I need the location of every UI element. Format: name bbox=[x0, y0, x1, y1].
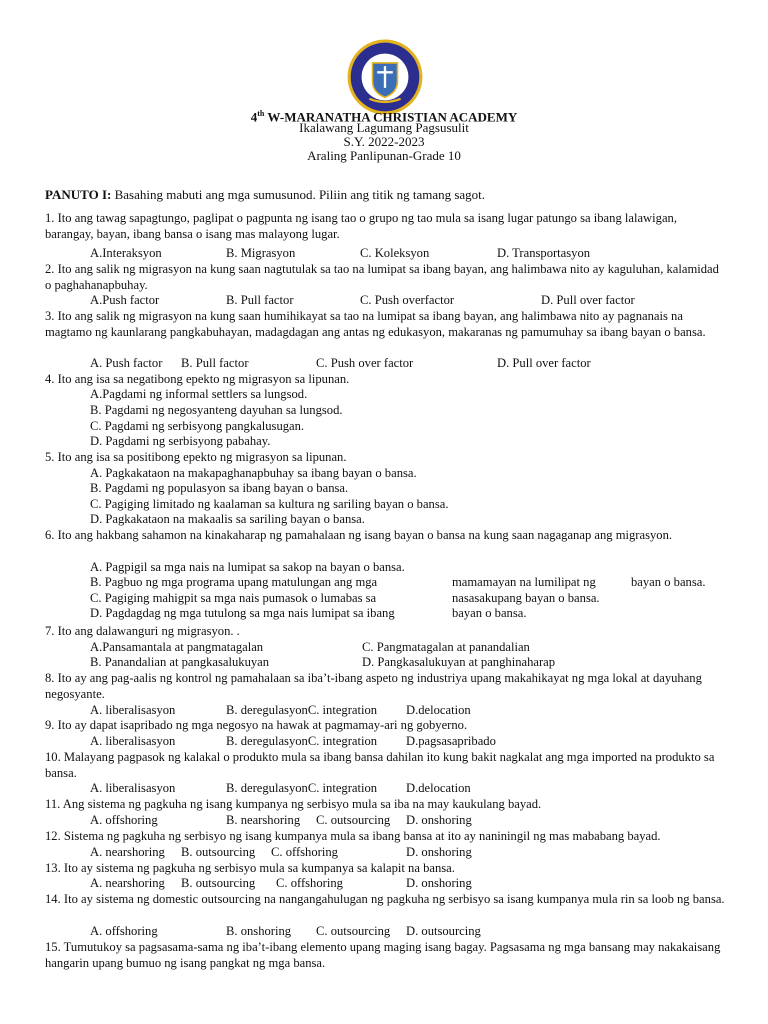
choice: B. deregulasyonC. integration bbox=[226, 781, 378, 795]
choice: C. outsourcing bbox=[316, 813, 391, 827]
school-name: 4th W-MARANATHA CHRISTIAN ACADEMY bbox=[250, 109, 518, 125]
exam-title: Ikalawang Lagumang Pagsusulit bbox=[299, 120, 469, 135]
choice: A. Pagpigil sa mga nais na lumipat sa sakop na bayan o bansa. bbox=[90, 560, 405, 574]
choice: A. offshoring bbox=[90, 813, 158, 827]
choice: A.Interaksyon bbox=[90, 246, 162, 260]
instructions: PANUTO I: Basahing mabuti ang mga sumusunod. Piliin ang titik ng tamang sagot. bbox=[45, 187, 486, 202]
subject-grade: Araling Panlipunan-Grade 10 bbox=[307, 148, 461, 163]
choice: A. nearshoring bbox=[90, 845, 165, 859]
choice: B. nearshoring bbox=[226, 813, 301, 827]
choice: B. Pull factor bbox=[226, 293, 294, 307]
question-2: 2. Ito ang salik ng migrasyon na kung saan nagtutulak sa tao na lumipat sa ibang bayan, ang halimbawa nito ay kaguluhan, kalamidad o paghahanapbuhay. bbox=[45, 262, 719, 292]
choice: B. outsourcing bbox=[181, 876, 256, 890]
choice: A.Pansamantala at pangmatagalan bbox=[90, 640, 264, 654]
choice: D. Pangkasalukuyan at panghinaharap bbox=[362, 655, 556, 669]
choice: A.Push factor bbox=[90, 293, 160, 307]
question-15: 15. Tumutukoy sa pagsasama-sama ng iba’t-ibang elemento upang maging isang bagay. Pagsasama ng mga bansang may nakakaisang hangarin upang bumuo ng isang pangkat ng mga bansa. bbox=[45, 940, 721, 970]
choice: C. offshoring bbox=[276, 876, 343, 890]
choice-continuation: bayan o bansa. bbox=[452, 606, 527, 620]
choice: C. Pagiging mahigpit sa mga nais pumasok o lumabas sa bbox=[90, 591, 377, 605]
choice: B. Pagdami ng negosyanteng dayuhan sa lungsod. bbox=[90, 403, 343, 417]
choice: D. Pull over factor bbox=[541, 293, 635, 307]
choice: A.Pagdami ng informal settlers sa lungsod. bbox=[90, 387, 308, 401]
choice: D. outsourcing bbox=[406, 924, 481, 938]
choice: D. onshoring bbox=[406, 876, 472, 890]
question-3: 3. Ito ang salik ng migrasyon na kung saan humihikayat sa tao na lumipat sa ibang bayan, ang halimbawa nito ay pagnanais na magtamo ng kaunlarang pangkabuhayan, madagdagan ang antas ng edukasyon, makaranas ng pamumuhay sa ibang bayan o bansa. bbox=[45, 309, 706, 339]
choice: A. liberalisasyon bbox=[90, 734, 176, 748]
choice: A. liberalisasyon bbox=[90, 703, 176, 717]
choice: C. outsourcing bbox=[316, 924, 391, 938]
school-year: S.Y. 2022-2023 bbox=[343, 134, 425, 149]
choice: A. Pagkakataon na makapaghanapbuhay sa ibang bayan o bansa. bbox=[90, 466, 417, 480]
choice: A. liberalisasyon bbox=[90, 781, 176, 795]
question-5: 5. Ito ang isa sa positibong epekto ng migrasyon sa lipunan. bbox=[45, 450, 347, 464]
school-seal-logo bbox=[346, 38, 424, 116]
question-7: 7. Ito ang dalawanguri ng migrasyon. . bbox=[45, 624, 240, 638]
choice: C. Push over factor bbox=[316, 356, 414, 370]
choice: D. Pagdagdag ng mga tutulong sa mga nais lumipat sa ibang bbox=[90, 606, 395, 620]
choice-continuation: bayan o bansa. bbox=[631, 575, 706, 589]
question-13: 13. Ito ay sistema ng pagkuha ng serbisyo mula sa kumpanya sa kalapit na bansa. bbox=[45, 861, 455, 875]
question-12: 12. Sistema ng pagkuha ng serbisyo ng isang kumpanya mula sa ibang bansa at ito ay naniningil ng mas mababang bayad. bbox=[45, 829, 661, 843]
choice: D. Pull over factor bbox=[497, 356, 591, 370]
choice: B. Migrasyon bbox=[226, 246, 296, 260]
choice: D. Pagdami ng serbisyong pabahay. bbox=[90, 434, 271, 448]
choice: B. outsourcing bbox=[181, 845, 256, 859]
choice-continuation: nasasakupang bayan o bansa. bbox=[452, 591, 600, 605]
choice: C. Pagiging limitado ng kaalaman sa kultura ng sariling bayan o bansa. bbox=[90, 497, 449, 511]
choice: A. nearshoring bbox=[90, 876, 165, 890]
question-14: 14. Ito ay sistema ng domestic outsourcing na nangangahulugan ng pagkuha ng serbisyo sa isang kumpanya mula rin sa loob ng bansa. bbox=[45, 892, 725, 906]
question-10: 10. Malayang pagpasok ng kalakal o produkto mula sa ibang bansa dahilan ito kung bakit nagkalat ang mga imported na produkto sa bansa. bbox=[45, 750, 715, 780]
question-8: 8. Ito ay ang pag-aalis ng kontrol ng pamahalaan sa iba’t-ibang aspeto ng industriya upang makahikayat ng mga lokal at dayuhang negosyante. bbox=[45, 671, 702, 701]
choice: C. Push overfactor bbox=[360, 293, 455, 307]
choice: D. onshoring bbox=[406, 813, 472, 827]
choice: B. Pull factor bbox=[181, 356, 249, 370]
choice: C. offshoring bbox=[271, 845, 338, 859]
question-6: 6. Ito ang hakbang sahamon na kinakaharap ng pamahalaan ng isang bayan o bansa na kung saan nagaganap ang migrasyon. bbox=[45, 528, 673, 542]
choice: C. Pangmatagalan at panandalian bbox=[362, 640, 530, 654]
question-11: 11. Ang sistema ng pagkuha ng isang kumpanya ng serbisyo mula sa iba na may kaukulang bayad. bbox=[45, 797, 542, 811]
choice-continuation: mamamayan na lumilipat ng bbox=[452, 575, 596, 589]
choice: B. deregulasyonC. integration bbox=[226, 703, 378, 717]
choice: D. Transportasyon bbox=[497, 246, 591, 260]
choice: D. Pagkakataon na makaalis sa sariling bayan o bansa. bbox=[90, 512, 365, 526]
choice: A. offshoring bbox=[90, 924, 158, 938]
choice: D. onshoring bbox=[406, 845, 472, 859]
choice: D.delocation bbox=[406, 703, 471, 717]
choice: D.delocation bbox=[406, 781, 471, 795]
choice: C. Pagdami ng serbisyong pangkalusugan. bbox=[90, 419, 305, 433]
question-1: 1. Ito ang tawag sapagtungo, paglipat o pagpunta ng isang tao o grupo ng tao mula sa isang lugar patungo sa ibang lalawigan, barangay, bayan, ibang bansa o isang mas malayong lugar. bbox=[45, 211, 677, 241]
choice: B. deregulasyonC. integration bbox=[226, 734, 378, 748]
choice: B. Pagbuo ng mga programa upang matulungan ang mga bbox=[90, 575, 378, 589]
choice: B. Pagdami ng populasyon sa ibang bayan o bansa. bbox=[90, 481, 349, 495]
choice: B. Panandalian at pangkasalukuyan bbox=[90, 655, 270, 669]
question-4: 4. Ito ang isa sa negatibong epekto ng migrasyon sa lipunan. bbox=[45, 372, 350, 386]
choice: A. Push factor bbox=[90, 356, 163, 370]
choice: C. Koleksyon bbox=[360, 246, 430, 260]
question-9: 9. Ito ay dapat isapribado ng mga negosyo na hawak at pagmamay-ari ng gobyerno. bbox=[45, 718, 468, 732]
choice: B. onshoring bbox=[226, 924, 292, 938]
choice: D.pagsasapribado bbox=[406, 734, 496, 748]
